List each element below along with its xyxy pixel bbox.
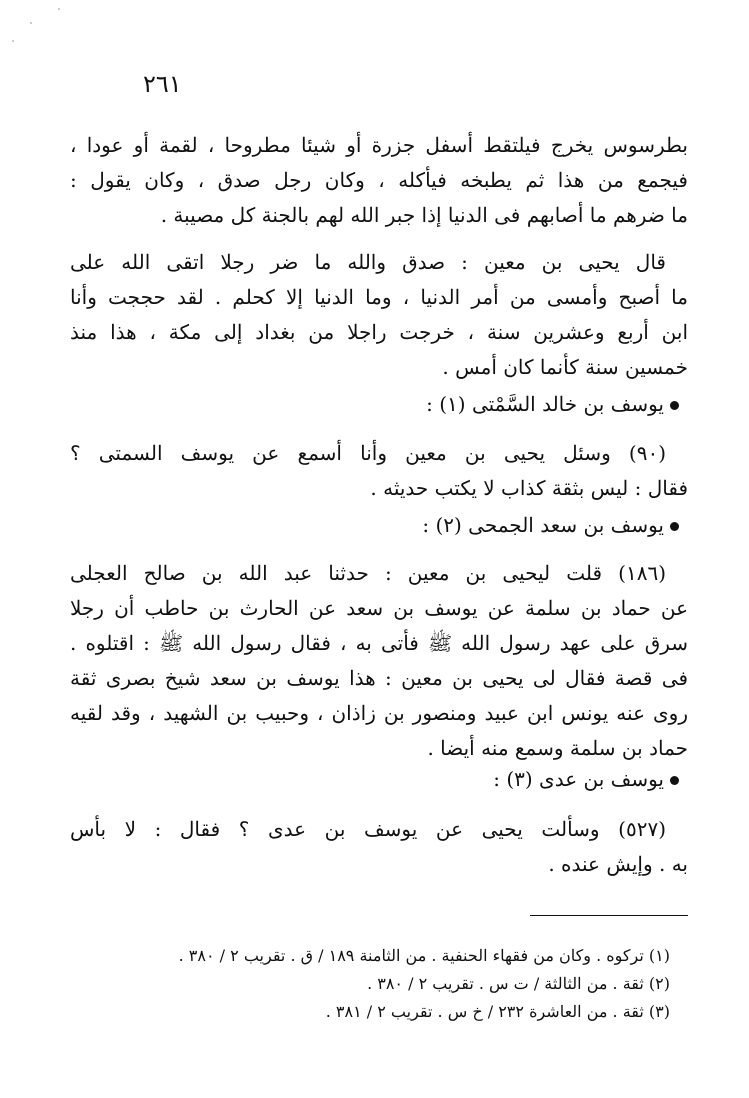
text-line: ابن أربع وعشرين سنة ، خرجت راجلا من بغداد إلى مكة ، هذا منذ xyxy=(70,320,688,344)
text-line: (٩٠) وسئل يحيى بن معين وأنا أسمع عن يوسف السمتى ؟ xyxy=(70,441,666,465)
filled-circle-bullet-icon xyxy=(670,401,679,410)
text-line: سرق على عهد رسول الله ﷺ فأتى به ، فقال رسول الله ﷺ : اقتلوه . xyxy=(70,631,688,655)
entry-heading-yusuf-adi xyxy=(493,762,679,797)
paragraph-continuation xyxy=(70,128,688,233)
page-number: ٢٦١ xyxy=(143,70,182,98)
text-line: حماد بن سلمة وسمع منه أيضا . xyxy=(427,736,688,760)
footnotes xyxy=(70,942,670,1026)
paragraph-entry-186 xyxy=(70,556,688,766)
scan-speck xyxy=(58,8,60,10)
text-line: بطرسوس يخرج فيلتقط أسفل جزرة أو شيئا مطروحا ، لقمة أو عودا ، xyxy=(70,133,688,157)
paragraph-entry-90 xyxy=(70,436,688,506)
paragraph-yahya-quote xyxy=(70,245,688,385)
text-line: فقال : ليس بثقة كذاب لا يكتب حديثه . xyxy=(370,476,688,500)
footnote-2: (٢) ثقة . من الثالثة / ت س . تقريب ٢ / ٣٨٠ . xyxy=(367,974,670,993)
paragraph-entry-527 xyxy=(70,812,688,882)
text-line: روى عنه يونس ابن عبيد ومنصور بن زاذان ، وحبيب بن الشهيد ، وقد لقيه xyxy=(70,701,688,725)
entry-heading-label: يوسف بن خالد السَّمْتى (١) : xyxy=(426,392,664,416)
text-line: فيجمع من هذا ثم يطبخه فيأكله ، وكان رجل صدق ، وكان يقول : xyxy=(70,168,688,192)
text-line: ما أصبح وأمسى من أمر الدنيا ، وما الدنيا إلا كحلم . لقد حججت وأنا xyxy=(70,285,688,309)
filled-circle-bullet-icon xyxy=(670,522,679,531)
scan-speck xyxy=(12,40,14,42)
entry-heading-label: يوسف بن سعد الجمحى (٢) : xyxy=(422,513,664,537)
text-line: فى قصة فقال لى يحيى بن معين : هذا يوسف بن سعد شيخ بصرى ثقة xyxy=(70,666,688,690)
text-line: عن حماد بن سلمة عن يوسف بن سعد عن الحارث بن حاطب أن رجلا xyxy=(70,596,688,620)
filled-circle-bullet-icon xyxy=(670,776,679,785)
entry-heading-yusuf-samti xyxy=(426,387,679,422)
footnote-1: (١) تركوه . وكان من فقهاء الحنفية . من الثامنة ١٨٩ / ق . تقريب ٢ / ٣٨٠ . xyxy=(178,946,670,965)
scan-speck xyxy=(30,22,32,24)
entry-heading-yusuf-jumahi xyxy=(422,508,679,543)
text-line: ما ضرهم ما أصابهم فى الدنيا إذا جبر الله لهم بالجنة كل مصيبة . xyxy=(160,203,688,227)
footnote-3: (٣) ثقة . من العاشرة ٢٣٢ / خ س . تقريب ٢ / ٣٨١ . xyxy=(325,1002,670,1021)
entry-heading-label: يوسف بن عدى (٣) : xyxy=(493,767,664,791)
text-line: قال يحيى بن معين : صدق والله ما ضر رجلا اتقى الله على xyxy=(70,250,666,274)
text-line: (٥٢٧) وسألت يحيى عن يوسف بن عدى ؟ فقال : لا بأس xyxy=(70,817,666,841)
text-line: (١٨٦) قلت ليحيى بن معين : حدثنا عبد الله بن صالح العجلى xyxy=(70,561,666,585)
footnote-divider xyxy=(530,915,688,916)
text-line: خمسين سنة كأنما كان أمس . xyxy=(442,355,688,379)
text-line: به . وإيش عنده . xyxy=(548,852,688,876)
